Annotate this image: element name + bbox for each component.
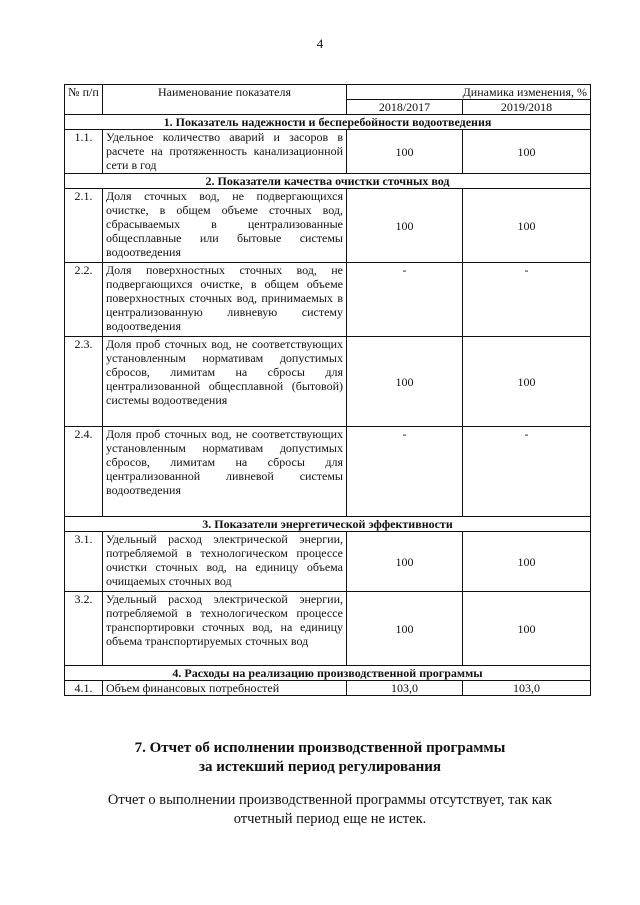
section-title: 1. Показатель надежности и бесперебойности водоотведения xyxy=(65,115,591,130)
report-title-line1: 7. Отчет об исполнении производственной программы xyxy=(134,740,506,756)
row-value-2019: 100 xyxy=(463,592,591,666)
row-name: Доля проб сточных вод, не соответствующих установленным нормативам допустимых сбросов, лимитам на сбросы для централизованной ливневой системы водоотведения xyxy=(103,427,347,517)
report-title xyxy=(0,739,640,777)
row-num: 2.2. xyxy=(65,263,103,337)
row-value-2018: 100 xyxy=(347,532,463,592)
row-num: 3.2. xyxy=(65,592,103,666)
report-text: Отчет о выполнении производственной программы отсутствует, так как отчетный период еще не истек. xyxy=(107,792,553,827)
row-value-2019: 100 xyxy=(463,189,591,263)
section-row xyxy=(65,517,591,532)
table-row xyxy=(65,189,591,263)
row-value-2018: 100 xyxy=(347,130,463,174)
row-value-2019: 100 xyxy=(463,130,591,174)
section-title: 2. Показатели качества очистки сточных вод xyxy=(65,174,591,189)
row-name: Удельное количество аварий и засоров в расчете на протяженность канализационной сети в год xyxy=(103,130,347,174)
row-name: Доля проб сточных вод, не соответствующих установленным нормативам допустимых сбросов, лимитам на сбросы для централизованной общесплавной (бытовой) системы водоотведения xyxy=(103,337,347,427)
row-value-2018: 103,0 xyxy=(347,681,463,696)
section-row xyxy=(65,666,591,681)
section-title: 4. Расходы на реализацию производственной программы xyxy=(65,666,591,681)
row-num: 2.1. xyxy=(65,189,103,263)
header-name: Наименование показателя xyxy=(103,85,347,115)
header-year-1: 2018/2017 xyxy=(347,100,463,115)
report-title-line2: за истекший период регулирования xyxy=(198,759,442,775)
row-value-2019: - xyxy=(463,263,591,337)
table-row xyxy=(65,130,591,174)
row-name: Объем финансовых потребностей xyxy=(103,681,347,696)
row-value-2018: 100 xyxy=(347,337,463,427)
row-num: 4.1. xyxy=(65,681,103,696)
table-row xyxy=(65,681,591,696)
row-value-2018: - xyxy=(347,263,463,337)
table-row xyxy=(65,592,591,666)
indicators-table xyxy=(64,84,591,696)
section-row xyxy=(65,115,591,130)
section-title: 3. Показатели энергетической эффективности xyxy=(65,517,591,532)
table-row xyxy=(65,427,591,517)
row-num: 1.1. xyxy=(65,130,103,174)
row-num: 2.4. xyxy=(65,427,103,517)
section-row xyxy=(65,174,591,189)
row-value-2018: 100 xyxy=(347,592,463,666)
row-value-2019: - xyxy=(463,427,591,517)
row-num: 3.1. xyxy=(65,532,103,592)
row-value-2019: 100 xyxy=(463,337,591,427)
row-name: Доля сточных вод, не подвергающихся очистке, в общем объеме сточных вод, сбрасываемых в централизованные общесплавные или бытовые системы водоотведения xyxy=(103,189,347,263)
row-name: Доля поверхностных сточных вод, не подвергающихся очистке, в общем объеме поверхностных сточных вод, принимаемых в централизованную ливневую систему водоотведения xyxy=(103,263,347,337)
page-number: 4 xyxy=(316,36,324,51)
table-row xyxy=(65,532,591,592)
row-name: Удельный расход электрической энергии, потребляемой в технологическом процессе транспортировки сточных вод, на единицу объема транспортируемых сточных вод xyxy=(103,592,347,666)
table-row xyxy=(65,263,591,337)
row-name: Удельный расход электрической энергии, потребляемой в технологическом процессе очистки сточных вод, на единицу объема очищаемых сточных вод xyxy=(103,532,347,592)
header-num: № п/п xyxy=(65,85,103,115)
table-row xyxy=(65,337,591,427)
header-dynamics: Динамика изменения, % xyxy=(347,85,591,100)
header-year-2: 2019/2018 xyxy=(463,100,591,115)
row-value-2018: 100 xyxy=(347,189,463,263)
row-value-2019: 103,0 xyxy=(463,681,591,696)
row-num: 2.3. xyxy=(65,337,103,427)
row-value-2018: - xyxy=(347,427,463,517)
row-value-2019: 100 xyxy=(463,532,591,592)
